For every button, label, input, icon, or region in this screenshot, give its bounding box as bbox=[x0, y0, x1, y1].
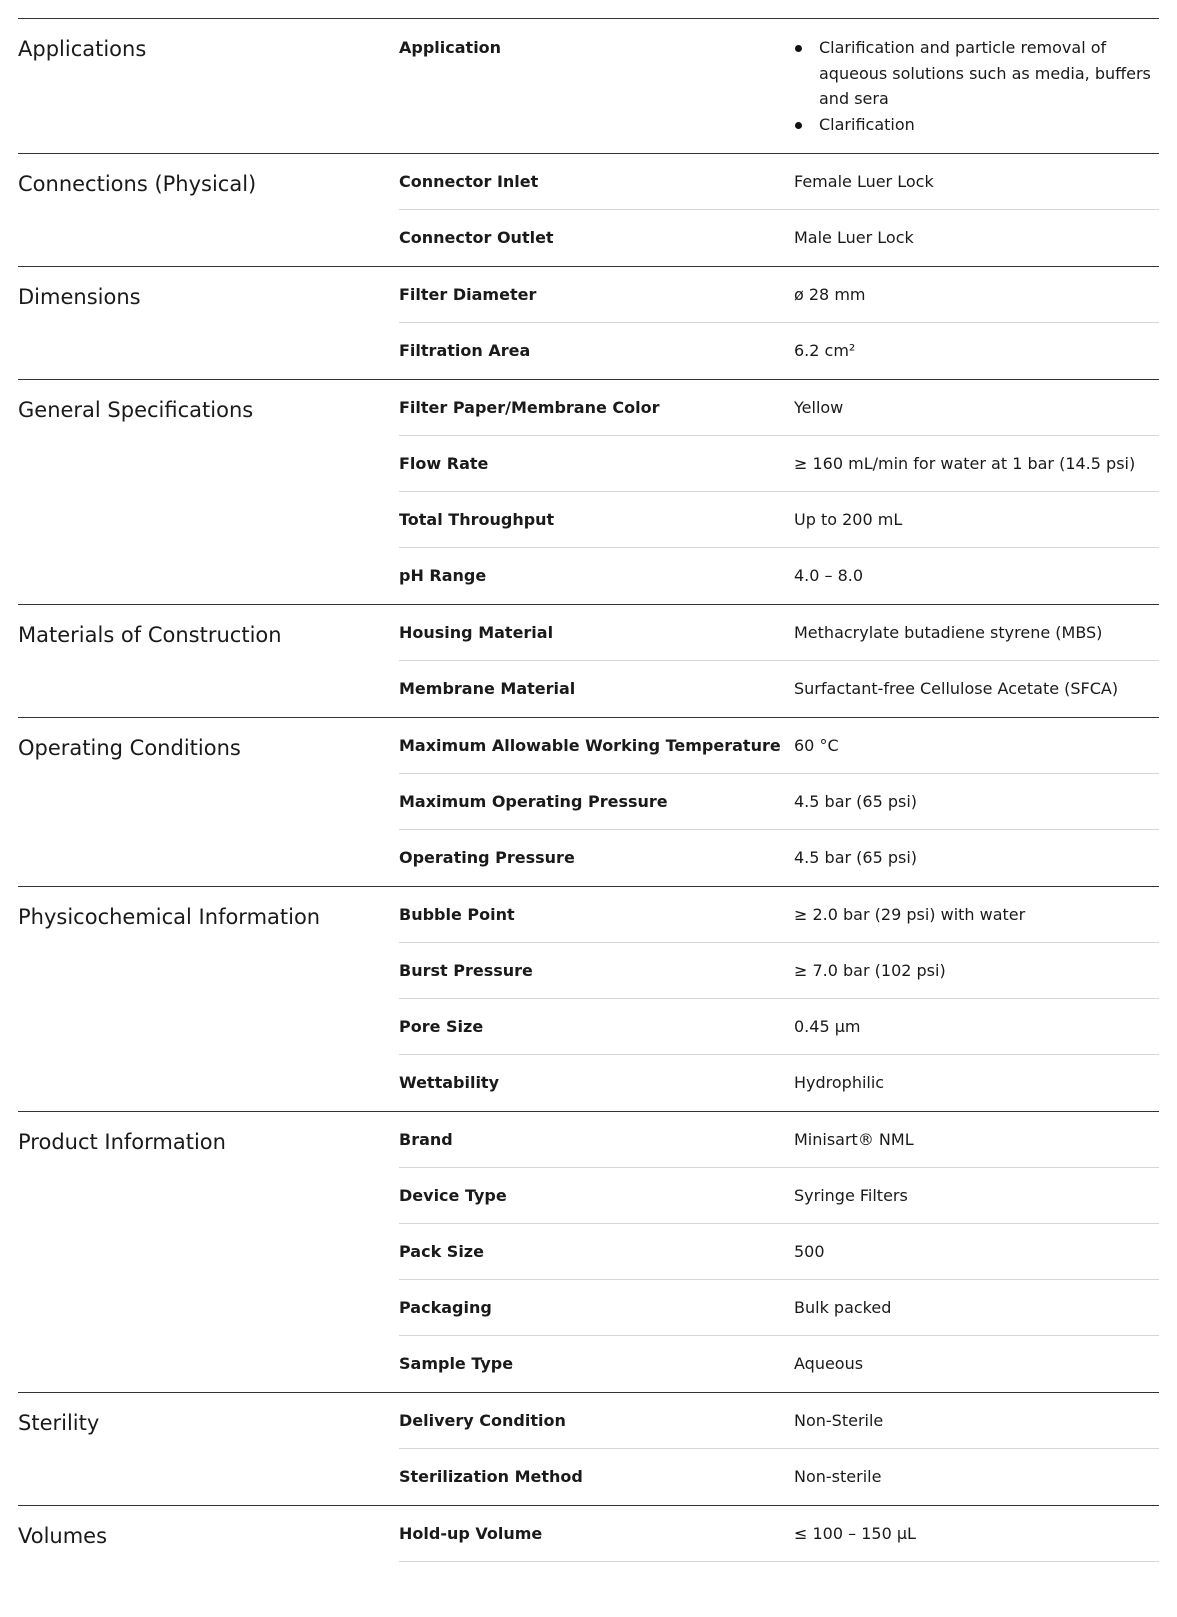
spec-value: 6.2 cm² bbox=[794, 341, 856, 360]
spec-value: ≥ 160 mL/min for water at 1 bar (14.5 psi) bbox=[794, 454, 1136, 473]
group-title: Sterility bbox=[18, 1411, 100, 1435]
spec-group-materials-of-construction bbox=[18, 604, 1159, 717]
spec-row-brand bbox=[399, 1112, 1159, 1168]
group-rows bbox=[399, 1393, 1159, 1505]
spec-row-filter-paper-membrane-color bbox=[399, 380, 1159, 436]
spec-label: Bubble Point bbox=[399, 905, 515, 924]
spec-label: Pore Size bbox=[399, 1017, 484, 1036]
bullet-text: Clarification and particle removal of aqueous solutions such as media, buffers and sera bbox=[819, 38, 1151, 108]
spec-row-pack-size bbox=[399, 1224, 1159, 1280]
bullet-list bbox=[794, 35, 1159, 137]
spec-row-bubble-point bbox=[399, 887, 1159, 943]
spec-value: 60 °C bbox=[794, 736, 839, 755]
spec-row-application bbox=[399, 19, 1159, 153]
group-rows bbox=[399, 887, 1159, 1111]
spec-row-pore-size bbox=[399, 999, 1159, 1055]
spec-row-sample-type bbox=[399, 1336, 1159, 1392]
bullet-item bbox=[794, 112, 1159, 138]
spec-row-filter-diameter bbox=[399, 267, 1159, 323]
spec-row-connector-inlet bbox=[399, 154, 1159, 210]
spec-label: Flow Rate bbox=[399, 454, 489, 473]
spec-value: ≥ 7.0 bar (102 psi) bbox=[794, 961, 946, 980]
spec-label: Maximum Operating Pressure bbox=[399, 792, 668, 811]
group-rows bbox=[399, 380, 1159, 604]
spec-value: Male Luer Lock bbox=[794, 228, 914, 247]
spec-row-flow-rate bbox=[399, 436, 1159, 492]
spec-value: Surfactant-free Cellulose Acetate (SFCA) bbox=[794, 679, 1119, 698]
spec-group-applications bbox=[18, 18, 1159, 153]
spec-group-volumes bbox=[18, 1505, 1159, 1562]
spec-label: pH Range bbox=[399, 566, 487, 585]
spec-value bbox=[794, 19, 1159, 153]
spec-label: Application bbox=[399, 38, 502, 57]
spec-value: Syringe Filters bbox=[794, 1186, 908, 1205]
spec-value: 4.0 – 8.0 bbox=[794, 566, 864, 585]
group-rows bbox=[399, 19, 1159, 153]
group-title: Connections (Physical) bbox=[18, 172, 257, 196]
spec-label: Filter Paper/Membrane Color bbox=[399, 398, 660, 417]
group-rows bbox=[399, 267, 1159, 379]
spec-group-physicochemical-information bbox=[18, 886, 1159, 1111]
spec-label: Filtration Area bbox=[399, 341, 531, 360]
group-rows bbox=[399, 154, 1159, 266]
spec-label: Membrane Material bbox=[399, 679, 576, 698]
spec-row-device-type bbox=[399, 1168, 1159, 1224]
spec-label: Hold-up Volume bbox=[399, 1524, 543, 1543]
spec-value: 4.5 bar (65 psi) bbox=[794, 848, 918, 867]
spec-value: Hydrophilic bbox=[794, 1073, 885, 1092]
spec-row-hold-up-volume bbox=[399, 1506, 1159, 1562]
spec-group-operating-conditions bbox=[18, 717, 1159, 886]
spec-value: Non-Sterile bbox=[794, 1411, 884, 1430]
spec-label: Connector Outlet bbox=[399, 228, 554, 247]
spec-group-dimensions bbox=[18, 266, 1159, 379]
spec-label: Filter Diameter bbox=[399, 285, 537, 304]
group-title: Materials of Construction bbox=[18, 623, 282, 647]
spec-row-total-throughput bbox=[399, 492, 1159, 548]
spec-value: Yellow bbox=[794, 398, 844, 417]
spec-row-filtration-area bbox=[399, 323, 1159, 379]
spec-value: 4.5 bar (65 psi) bbox=[794, 792, 918, 811]
bullet-item bbox=[794, 35, 1159, 112]
spec-row-maximum-operating-pressure bbox=[399, 774, 1159, 830]
spec-row-ph-range bbox=[399, 548, 1159, 604]
spec-value: Up to 200 mL bbox=[794, 510, 903, 529]
spec-label: Pack Size bbox=[399, 1242, 484, 1261]
spec-row-operating-pressure bbox=[399, 830, 1159, 886]
spec-label: Housing Material bbox=[399, 623, 554, 642]
bullet-text: Clarification bbox=[819, 114, 915, 134]
spec-value: Non-sterile bbox=[794, 1467, 882, 1486]
spec-value: Female Luer Lock bbox=[794, 172, 934, 191]
spec-label: Delivery Condition bbox=[399, 1411, 566, 1430]
group-rows bbox=[399, 605, 1159, 717]
spec-label: Operating Pressure bbox=[399, 848, 575, 867]
spec-row-wettability bbox=[399, 1055, 1159, 1111]
spec-label: Brand bbox=[399, 1130, 453, 1149]
group-title: General Specifications bbox=[18, 398, 254, 422]
spec-value: ≤ 100 – 150 µL bbox=[794, 1524, 916, 1543]
group-rows bbox=[399, 1506, 1159, 1562]
spec-table bbox=[18, 18, 1159, 1562]
group-title: Product Information bbox=[18, 1130, 226, 1154]
spec-value: ≥ 2.0 bar (29 psi) with water bbox=[794, 905, 1026, 924]
spec-label: Wettability bbox=[399, 1073, 500, 1092]
spec-row-connector-outlet bbox=[399, 210, 1159, 266]
spec-row-maximum-allowable-working-temperature bbox=[399, 718, 1159, 774]
spec-value: 0.45 µm bbox=[794, 1017, 861, 1036]
group-rows bbox=[399, 718, 1159, 886]
spec-label: Sample Type bbox=[399, 1354, 514, 1373]
spec-row-packaging bbox=[399, 1280, 1159, 1336]
spec-label: Maximum Allowable Working Temperature bbox=[399, 736, 781, 755]
spec-label: Burst Pressure bbox=[399, 961, 533, 980]
spec-label: Packaging bbox=[399, 1298, 492, 1317]
spec-value: Aqueous bbox=[794, 1354, 864, 1373]
group-title: Physicochemical Information bbox=[18, 905, 321, 929]
spec-value: Bulk packed bbox=[794, 1298, 892, 1317]
spec-value: Methacrylate butadiene styrene (MBS) bbox=[794, 623, 1103, 642]
spec-label: Total Throughput bbox=[399, 510, 555, 529]
spec-row-burst-pressure bbox=[399, 943, 1159, 999]
spec-value: 500 bbox=[794, 1242, 825, 1261]
group-rows bbox=[399, 1112, 1159, 1392]
group-title: Applications bbox=[18, 37, 147, 61]
group-title: Operating Conditions bbox=[18, 736, 241, 760]
spec-label: Sterilization Method bbox=[399, 1467, 583, 1486]
group-title: Volumes bbox=[18, 1524, 108, 1548]
spec-row-sterilization-method bbox=[399, 1449, 1159, 1505]
spec-row-delivery-condition bbox=[399, 1393, 1159, 1449]
spec-row-housing-material bbox=[399, 605, 1159, 661]
spec-group-general-specifications bbox=[18, 379, 1159, 604]
group-title: Dimensions bbox=[18, 285, 141, 309]
spec-value: ø 28 mm bbox=[794, 285, 866, 304]
spec-row-membrane-material bbox=[399, 661, 1159, 717]
spec-label: Device Type bbox=[399, 1186, 507, 1205]
spec-value: Minisart® NML bbox=[794, 1130, 914, 1149]
spec-label: Connector Inlet bbox=[399, 172, 539, 191]
spec-group-sterility bbox=[18, 1392, 1159, 1505]
spec-group-product-information bbox=[18, 1111, 1159, 1392]
spec-group-connections-physical bbox=[18, 153, 1159, 266]
